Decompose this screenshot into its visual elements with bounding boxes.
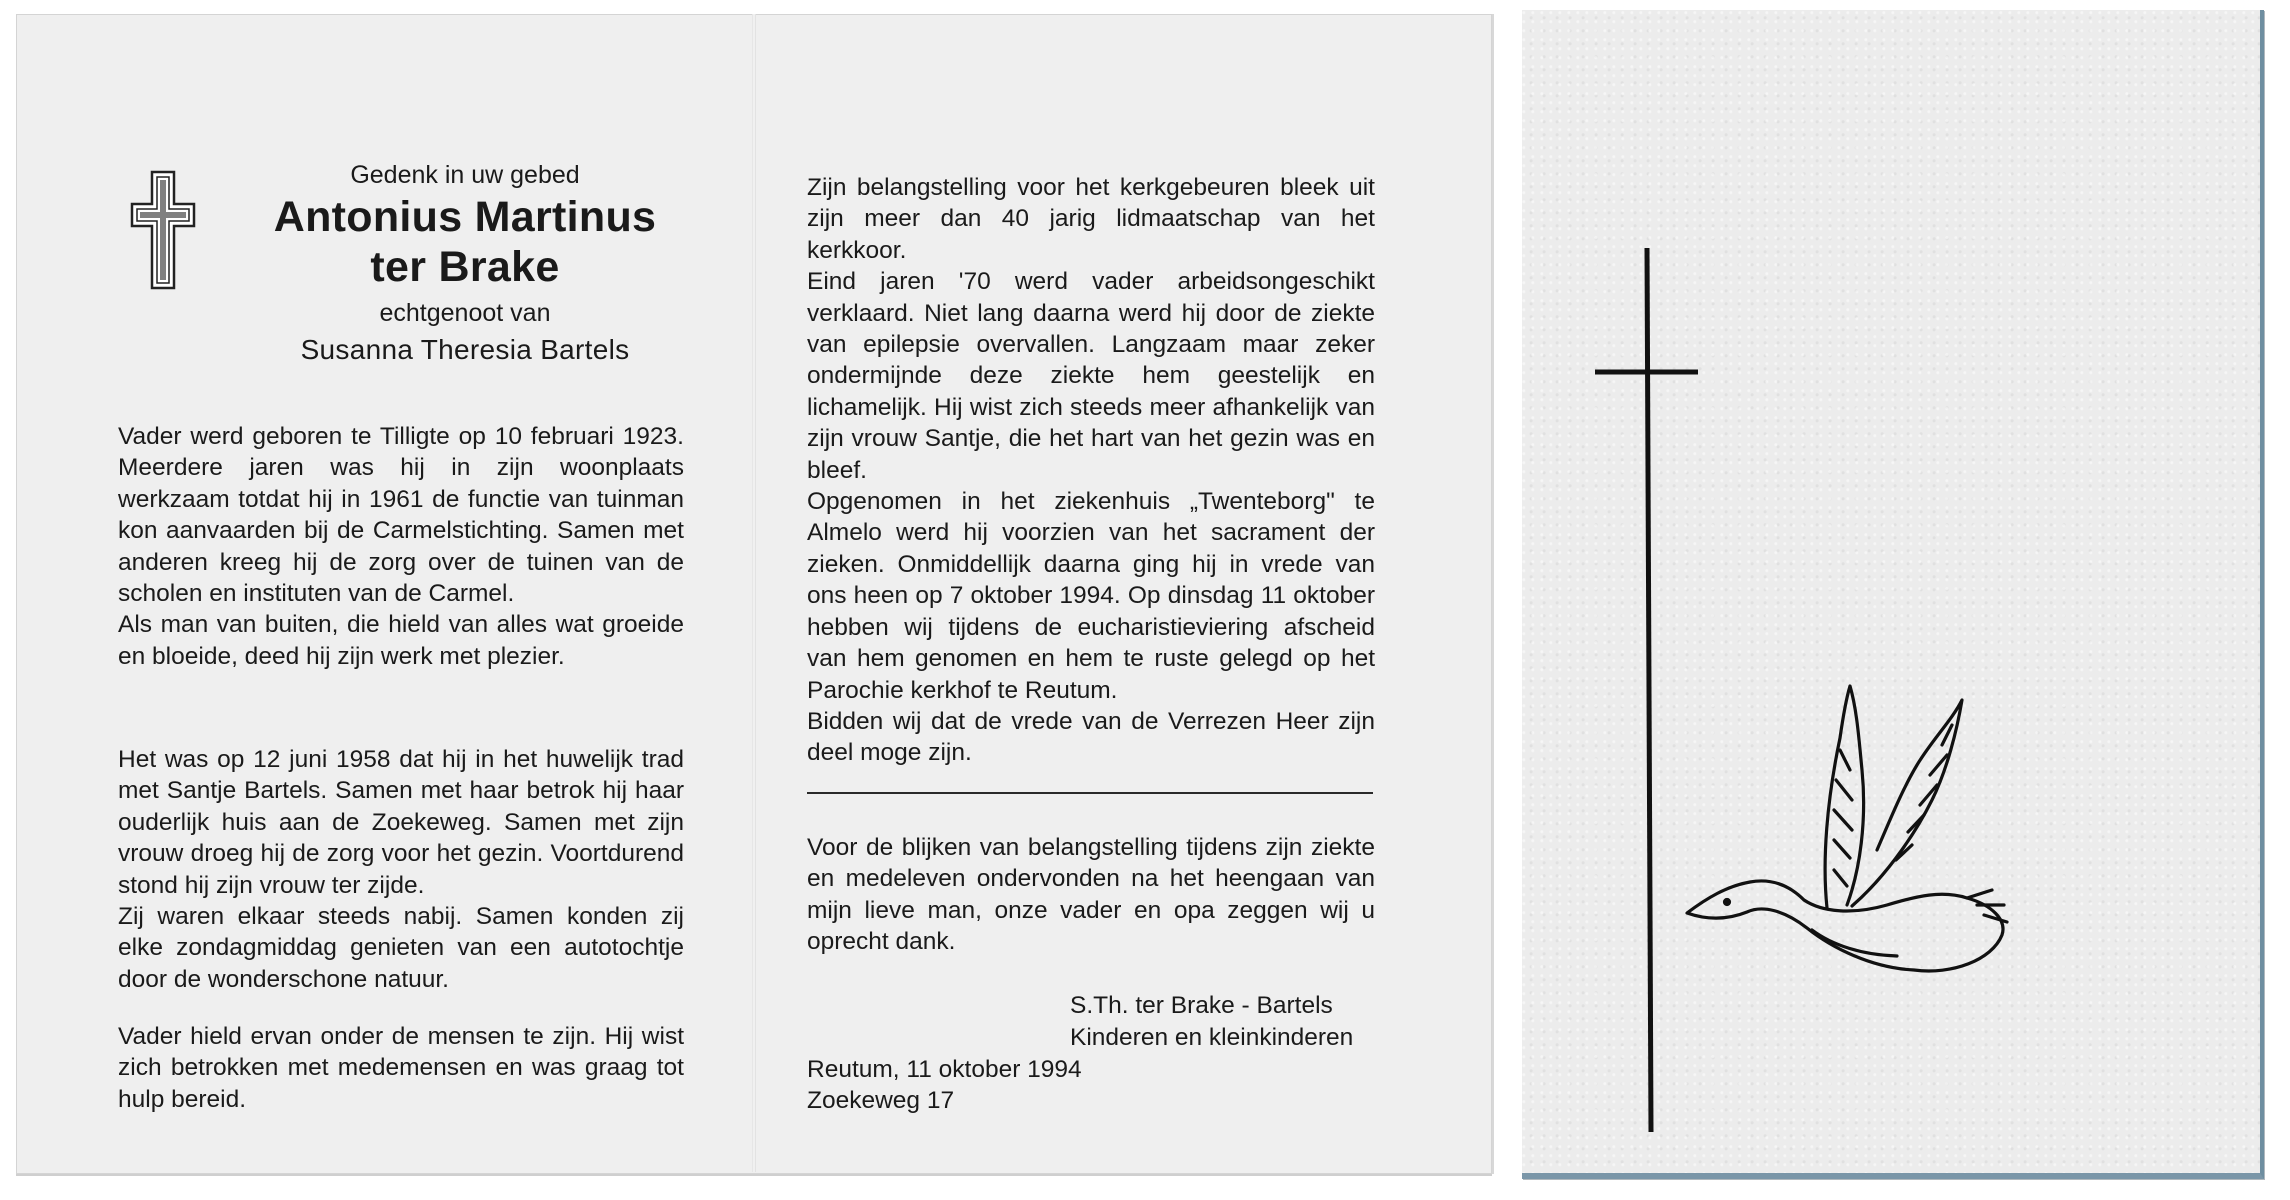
signature-family: Kinderen en kleinkinderen	[1070, 1024, 1354, 1051]
divider-line	[807, 792, 1373, 794]
memorial-header	[230, 158, 700, 370]
spouse-intro: echtgenoot van	[379, 299, 551, 327]
front-cover	[1522, 10, 2264, 1179]
deceased-name-first: Antonius Martinus	[273, 193, 657, 241]
card-fold	[752, 14, 756, 1172]
dove-icon	[1687, 686, 2007, 971]
biography-paragraph-2: Het was op 12 juni 1958 dat hij in het huwelijk trad met Santje Bartels. Samen met haar betrok hij haar ouderlijk huis aan de Zoekeweg. Samen met zijn vrouw droeg hij de zorg voor het gezin. Voortdurend stond hij zijn vrouw ter zijde. Zij waren elkaar steeds nabij. Samen konden zij elke zondagmiddag genieten van een autotochtje door de wonderschone natuur.	[118, 746, 684, 993]
address: Zoekeweg 17	[807, 1087, 955, 1114]
biography-paragraph-3: Vader hield ervan onder de mensen te zijn. Hij wist zich betrokken met medemensen en was graag tot hulp bereid.	[118, 1023, 684, 1113]
biography-paragraph-1: Vader werd geboren te Tilligte op 10 februari 1923. Meerdere jaren was hij in zijn woonplaats werkzaam totdat hij in 1961 de functie van tuinman kon aanvaarden bij de Carmelstichting. Samen met anderen kreeg hij de zorg over de tuinen van de scholen en instituten van de Carmel. Als man van buiten, die hield van alles wat groeide en bloeide, deed hij zijn werk met plezier.	[118, 423, 684, 670]
deceased-name-last: ter Brake	[370, 243, 560, 291]
prayer-line: Gedenk in uw gebed	[350, 161, 580, 189]
thanks-paragraph: Voor de blijken van belangstelling tijdens zijn ziekte en medeleven ondervonden na het heengaan van mijn lieve man, onze vader en opa zeggen wij u oprecht dank.	[807, 834, 1375, 956]
place-date: Reutum, 11 oktober 1994	[807, 1056, 1082, 1083]
cross-icon	[1595, 248, 1698, 1132]
signature-widow: S.Th. ter Brake - Bartels	[1070, 992, 1333, 1019]
biography-paragraph-4: Zijn belangstelling voor het kerkgebeuren bleek uit zijn meer dan 40 jarig lidmaatschap van het kerkkoor. Eind jaren '70 werd vader arbeidsongeschikt verklaard. Niet lang daarna werd hij door de ziekte van epilepsie overvallen. Langzaam maar zeker ondermijnde deze ziekte hem geestelijk en lichamelijk. Hij wist zich steeds meer afhankelijk van zijn vrouw Santje, die het hart van het gezin was en bleef. Opgenomen in het ziekenhuis „Twenteborg" te Almelo werd hij voorzien van het sacrament der zieken. Onmiddellijk daarna ging hij in vrede van ons heen op 7 oktober 1994. Op dinsdag 11 oktober hebben wij tijdens de eucharistieviering afscheid van hem genomen en hem te ruste gelegd op het Parochie kerkhof te Reutum. Bidden wij dat de vrede van de Verrezen Heer zijn deel moge zijn.	[807, 174, 1375, 767]
spouse-name: Susanna Theresia Bartels	[300, 334, 630, 365]
cross-icon	[130, 170, 196, 295]
